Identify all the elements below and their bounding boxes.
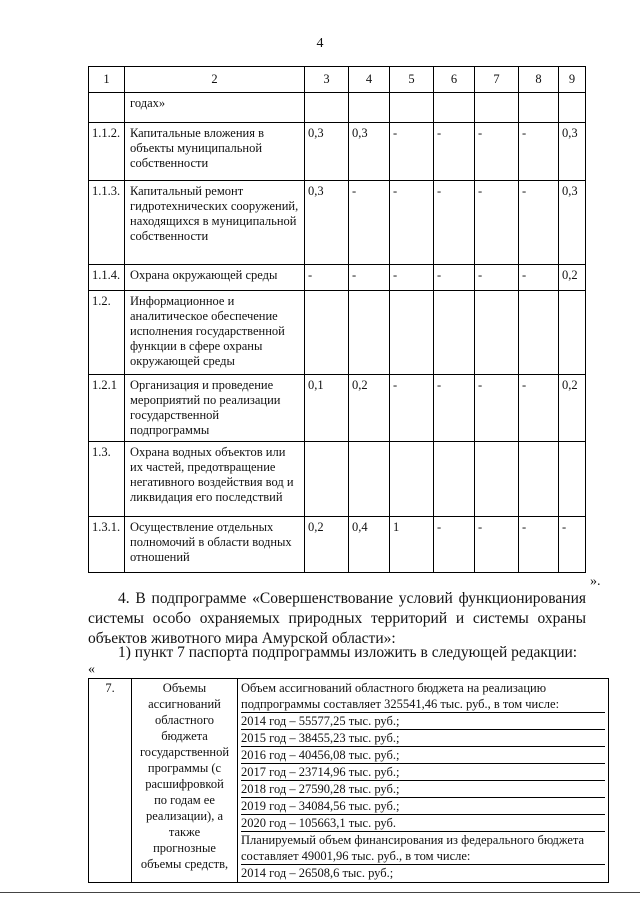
row-number: 1.1.2. [89,123,125,181]
passport-label-line: ассигнований [148,697,221,711]
row-name: Информационное и аналитическое обеспечение исполнения государственной функции в сфере охраны окружающей среды [125,291,305,375]
value-cell [390,93,434,123]
value-cell: 0,4 [349,517,390,573]
paragraph-passport-item: 1) пункт 7 паспорта подпрограммы изложить в следующей редакции: [118,644,578,661]
value-cell: 0,3 [349,123,390,181]
value-cell: 0,3 [305,181,349,265]
header-cell: 7 [475,67,519,93]
passport-label-line: также [168,825,201,839]
value-cell [519,291,559,375]
value-cell: 1 [390,517,434,573]
value-cell: - [559,517,586,573]
passport-value-line: 2016 год – 40456,08 тыс. руб.; [241,747,605,764]
passport-label-line: реализации), а [145,809,224,823]
passport-label-line: по годам ее [154,793,215,807]
row-number [89,93,125,123]
value-cell [305,442,349,517]
table-row [89,123,586,181]
value-cell [434,291,475,375]
row-number: 1.1.3. [89,181,125,265]
value-cell: 0,2 [349,375,390,442]
passport-label-line: государственной [139,745,230,759]
value-cell [475,291,519,375]
value-cell [349,442,390,517]
value-cell: 0,2 [559,265,586,291]
value-cell: - [475,265,519,291]
passport-value-line: 2019 год – 34084,56 тыс. руб.; [241,798,605,815]
value-cell: 0,1 [305,375,349,442]
row-name: Охрана водных объектов или их частей, предотвращение негативного воздействия вод и ликвидация его последствий [125,442,305,517]
header-cell: 8 [519,67,559,93]
value-cell: - [475,123,519,181]
value-cell [434,442,475,517]
value-cell: - [434,517,475,573]
passport-value-line: 2015 год – 38455,23 тыс. руб.; [241,730,605,747]
value-cell: - [519,181,559,265]
table-row [89,375,586,442]
value-cell [559,93,586,123]
value-cell: - [390,181,434,265]
value-cell [305,93,349,123]
passport-label-line: расшифровкой [145,777,224,791]
table-row [89,93,586,123]
value-cell [390,291,434,375]
passport-label-line: прогнозные [153,841,216,855]
value-cell: - [475,517,519,573]
passport-value-line: Планируемый объем финансирования из федерального бюджета составляет 49001,96 тыс. руб., в том числе: [241,832,605,865]
passport-item-number: 7. [89,679,132,883]
row-number: 1.3.1. [89,517,125,573]
row-number: 1.1.4. [89,265,125,291]
header-cell: 1 [89,67,125,93]
value-cell: - [519,265,559,291]
header-cell: 3 [305,67,349,93]
header-cell: 9 [559,67,586,93]
value-cell [519,442,559,517]
row-name: Охрана окружающей среды [125,265,305,291]
passport-value-line: 2014 год – 26508,6 тыс. руб.; [241,866,394,880]
value-cell [519,93,559,123]
passport-label [132,679,238,883]
table-row [89,265,586,291]
value-cell: - [434,181,475,265]
value-cell: - [349,265,390,291]
page-bottom-border [0,892,640,893]
value-cell: - [390,123,434,181]
row-name: Капитальные вложения в объекты муниципальной собственности [125,123,305,181]
row-name: Осуществление отдельных полномочий в области водных отношений [125,517,305,573]
table-row [89,291,586,375]
value-cell: - [390,265,434,291]
header-cell: 4 [349,67,390,93]
passport-value-line: Объем ассигнований областного бюджета на реализацию подпрограммы составляет 325541,46 тыс. руб., в том числе: [241,680,605,713]
header-cell: 5 [390,67,434,93]
value-cell: - [390,375,434,442]
opening-quote: « [88,662,95,677]
paragraph-subprogram: 4. В подпрограмме «Совершенствование условий функционирования системы особо охраняемых природных территорий и системы охраны объектов животного мира Амурской области»: [88,590,586,647]
value-cell: - [475,375,519,442]
passport-label-line: объемы средств, [140,857,229,871]
value-cell: 0,3 [559,181,586,265]
value-cell [349,291,390,375]
passport-value-line: 2018 год – 27590,28 тыс. руб.; [241,781,605,798]
passport-row [89,679,609,883]
row-number: 1.2.1 [89,375,125,442]
row-name: Организация и проведение мероприятий по реализации государственной подпрограммы [125,375,305,442]
value-cell: - [434,375,475,442]
value-cell [475,442,519,517]
passport-table [88,678,609,883]
row-name: годах» [125,93,305,123]
value-cell: 0,2 [559,375,586,442]
table-row [89,517,586,573]
passport-label-line: программы (с [147,761,222,775]
passport-label-line: Объемы [162,681,207,695]
value-cell: - [519,517,559,573]
value-cell: - [519,123,559,181]
value-cell [305,291,349,375]
table-closing-quote: ». [590,574,601,589]
value-cell: - [475,181,519,265]
value-cell [390,442,434,517]
value-cell [434,93,475,123]
row-name: Капитальный ремонт гидротехнических сооружений, находящихся в муниципальной собственности [125,181,305,265]
row-number: 1.2. [89,291,125,375]
value-cell: - [305,265,349,291]
value-cell [559,291,586,375]
value-cell: - [434,123,475,181]
value-cell: - [349,181,390,265]
passport-label-line: бюджета [161,729,208,743]
program-table [88,66,586,573]
passport-value-line: 2014 год – 55577,25 тыс. руб.; [241,713,605,730]
page-number: 4 [316,36,324,51]
table-row [89,181,586,265]
value-cell: - [519,375,559,442]
passport-value [238,679,609,883]
value-cell: 0,3 [305,123,349,181]
passport-label-line: областного [154,713,215,727]
value-cell: - [434,265,475,291]
header-cell: 2 [125,67,305,93]
header-cell: 6 [434,67,475,93]
table-header-row [89,67,586,93]
row-number: 1.3. [89,442,125,517]
value-cell [475,93,519,123]
value-cell: 0,2 [305,517,349,573]
value-cell: 0,3 [559,123,586,181]
passport-value-line: 2020 год – 105663,1 тыс. руб. [241,815,605,832]
table-row [89,442,586,517]
value-cell [559,442,586,517]
value-cell [349,93,390,123]
passport-value-line: 2017 год – 23714,96 тыс. руб.; [241,764,605,781]
